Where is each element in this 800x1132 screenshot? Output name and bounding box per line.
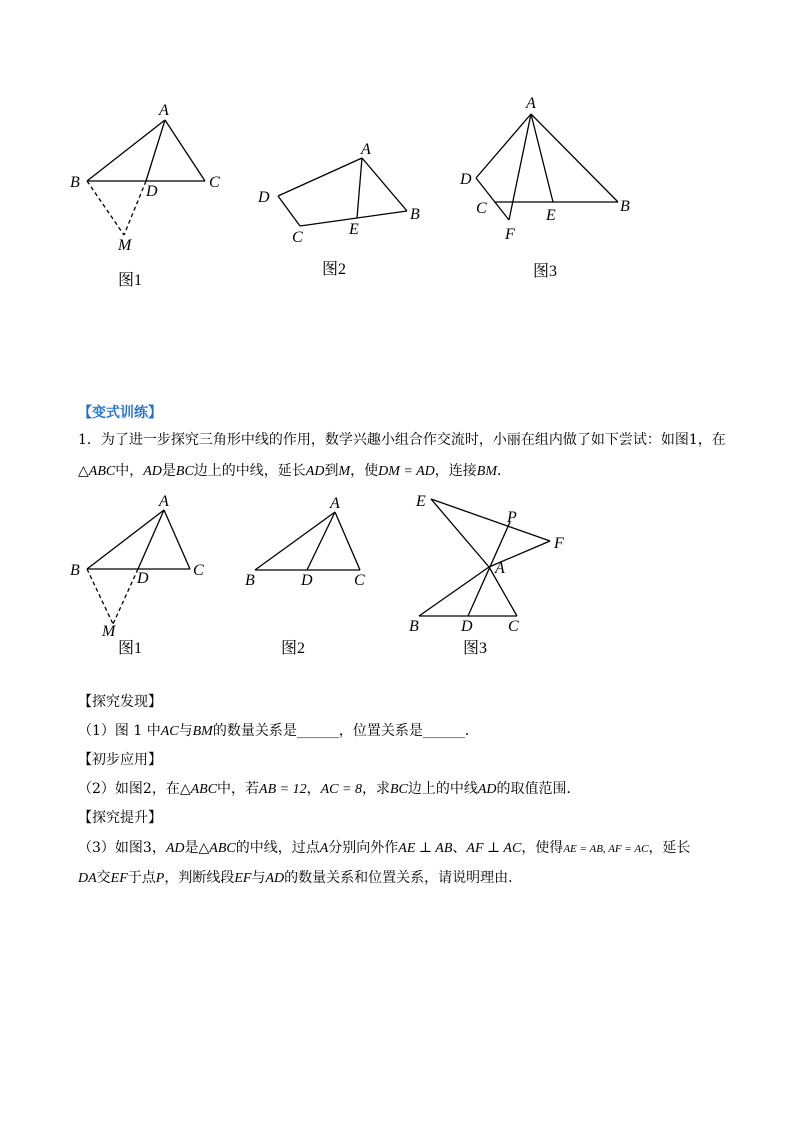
label-e: E (416, 493, 426, 510)
label-d: D (301, 572, 313, 589)
label-a: A (159, 493, 169, 510)
label-b: B (409, 618, 419, 635)
section-heading: 【变式训练】 (78, 405, 162, 421)
question-1: （1）图 1 中AC与BM的数量关系是______，位置关系是______． (78, 723, 479, 739)
label-e: E (546, 207, 556, 224)
problem-line-2: △ABC中，AD是BC边上的中线，延长AD到M，使DM = AD，连接BM． (78, 463, 511, 479)
figure-caption: 图3 (463, 640, 488, 657)
label-c: C (476, 200, 487, 217)
label-p: P (507, 509, 517, 526)
label-e: E (349, 221, 359, 238)
bottom-figure-3 (400, 488, 590, 660)
label-b: B (70, 562, 80, 579)
label-a: A (495, 560, 505, 577)
label-b: B (410, 206, 420, 223)
label-c: C (193, 562, 204, 579)
label-c: C (209, 174, 220, 191)
label-b: B (70, 174, 80, 191)
triangle-abc: △ABC (78, 464, 116, 479)
label-m: M (118, 237, 132, 254)
label-d: D (146, 183, 158, 200)
top-figure-3 (450, 90, 640, 285)
discover-heading: 【探究发现】 (78, 694, 162, 710)
figure-caption: 图1 (118, 272, 143, 289)
label-f: F (554, 535, 564, 552)
question-2: （2）如图2，在△ABC中，若AB = 12，AC = 8，求BC边上的中线AD的取值范围． (78, 781, 581, 797)
label-c: C (354, 572, 365, 589)
top-figure-1 (60, 95, 240, 295)
figure-caption: 图2 (322, 261, 347, 278)
problem-line-1: 1．为了进一步探究三角形中线的作用，数学兴趣小组合作交流时，小丽在组内做了如下尝试：如图1，在 (78, 432, 726, 448)
figure-caption: 图2 (281, 640, 306, 657)
label-a: A (330, 495, 340, 512)
label-a: A (361, 141, 371, 158)
bottom-figure-2 (235, 490, 385, 660)
triangle-abc: △ABC (179, 782, 218, 797)
label-a: A (159, 102, 169, 119)
label-a: A (526, 95, 536, 112)
label-b: B (620, 198, 630, 215)
apply-heading: 【初步应用】 (78, 752, 162, 768)
bottom-figure-1 (60, 490, 230, 660)
label-c: C (508, 618, 519, 635)
label-d: D (137, 570, 149, 587)
question-3-line-1: （3）如图3，AD是△ABC的中线，过点A分别向外作AE ⊥ AB、AF ⊥ AC，使得AE = AB, AF = AC，延长 (78, 840, 691, 856)
label-f: F (505, 226, 515, 243)
label-d: D (258, 189, 270, 206)
label-c: C (292, 229, 303, 246)
triangle-abc: △ABC (198, 841, 236, 856)
top-figure-2 (250, 130, 440, 290)
label-d: D (461, 618, 473, 635)
figure-caption: 图1 (118, 640, 143, 657)
figure-caption: 图3 (533, 263, 558, 280)
label-b: B (245, 572, 255, 589)
improve-heading: 【探究提升】 (78, 810, 162, 826)
label-m: M (102, 623, 116, 640)
label-d: D (460, 171, 472, 188)
question-3-line-2: DA交EF于点P，判断线段EF与AD的数量关系和位置关系，请说明理由． (78, 870, 523, 886)
